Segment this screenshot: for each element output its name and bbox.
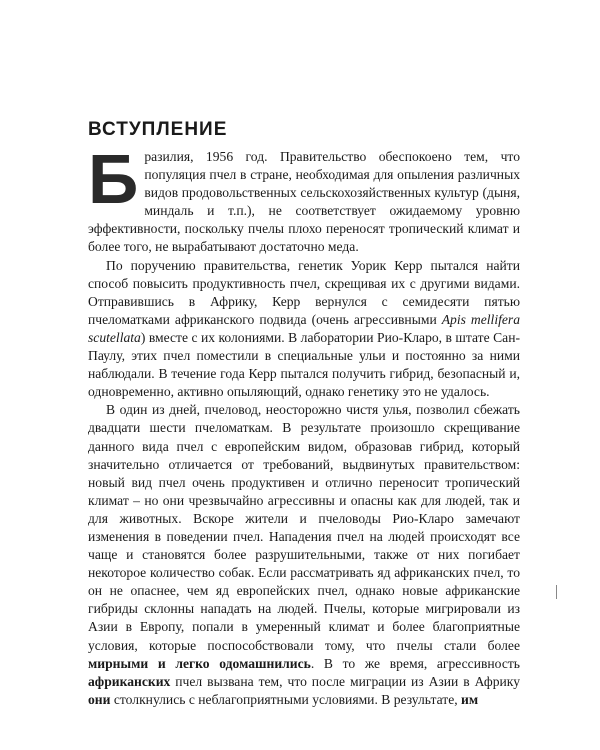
paragraph-1-text: разилия, 1956 год. Правительство обеспокоено тем, что популяция пчел в стране, необходимая для опыления различных видов продовольственных сельскохозяйственных культур (дыня, миндаль и т.п.), не соответствует ожидаемому уровню эффективности, поскольку пчелы плохо переносят тропический климат и более того, не вырабатывают достаточно меда.: [88, 149, 520, 255]
bold-phrase-3: они: [88, 691, 111, 707]
paragraph-3: [88, 401, 520, 709]
latin-species-name: Apis mellifera scutellata: [88, 311, 520, 345]
page-content: [88, 118, 520, 709]
paragraph-3-text-c: пчел вызвана тем, что после миграции из Азии в Африку: [170, 673, 520, 689]
paragraph-2-text-a: По поручению правительства, генетик Уорик Керр пытался найти способ повысить продуктивность пчел, скрещивая их с другими видами. Отправившись в Африку, Керр вернулся с семидесяти пятью пчеломатками африканского подвида (очень агрессивными: [88, 257, 520, 327]
paragraph-3-text-a: В один из дней, пчеловод, неосторожно чистя улья, позволил сбежать двадцати шести пчеломаткам. В результате произошло скрещивание данного вида пчел с европейским видом, образовав гибрид, который значительно отличается от требований, выдвинутых правительством: новый вид пчел очень продуктивен и отлично переносит тропический климат – но они чрезвычайно агрессивны и опасны как для людей, так и для животных. Вскоре жители и пчеловоды Рио-Кларо замечают изменения в поведении пчел. Нападения пчел на людей происходят все чаще и становятся более разрушительными, также от них погибает некоторое количество собак. Если рассматривать яд африканских пчел, то он не опаснее, чем яд европейских пчел, однако новые африканские гибриды склонны нападать на людей. Пчелы, которые мигрировали из Азии в Европу, попали в умеренный климат и более благоприятные условия, которые поспособствовали тому, что пчелы стали более: [88, 402, 520, 653]
paragraph-1: [88, 140, 520, 257]
margin-mark: [556, 585, 557, 599]
paragraph-3-text-d: столкнулись с неблагоприятными условиями. В результате,: [110, 691, 462, 707]
paragraph-2: [88, 257, 520, 402]
bold-phrase-2: африканских: [88, 673, 171, 689]
bold-phrase-1: мирными и легко одомашнились: [88, 655, 311, 671]
paragraph-3-text-b: . В то же время, агрессивность: [310, 655, 520, 671]
chapter-heading: ВСТУПЛЕНИЕ: [88, 119, 228, 140]
drop-cap-letter: Б: [88, 140, 139, 218]
body-text: [88, 140, 520, 709]
paragraph-2-text-b: ) вместе с их колониями. В лаборатории Рио-Кларо, в штате Сан-Паулу, этих пчел поместили в специальные ульи и постоянно за ними наблюдали. В течение года Керр пытался получить гибрид, безопасный и, одновременно, активно опыляющий, однако генетику это не удалось.: [88, 329, 520, 400]
bold-phrase-4: им: [461, 691, 479, 707]
